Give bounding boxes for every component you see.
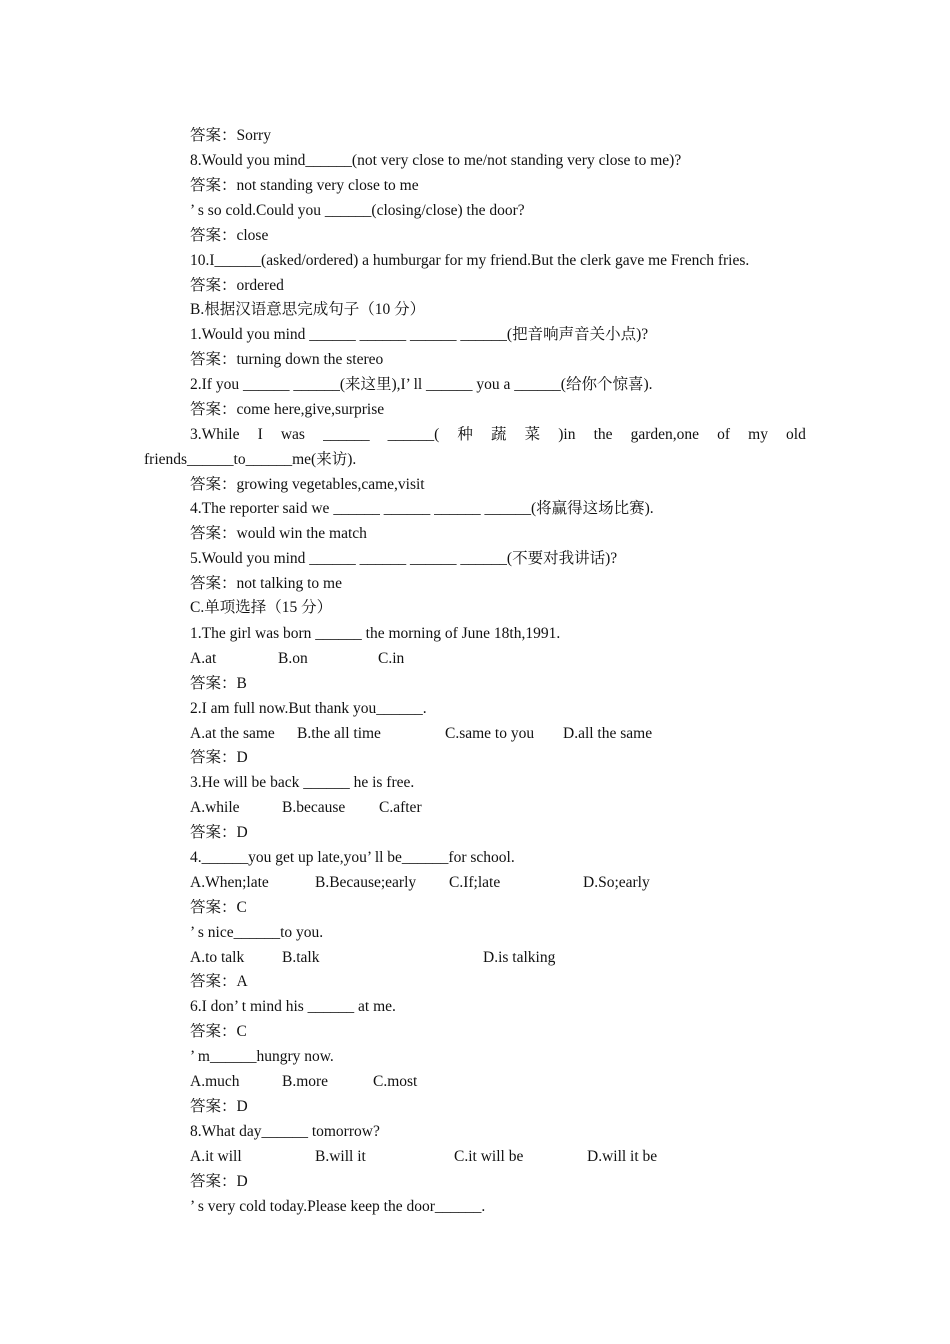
answer-line: 答案：D xyxy=(190,824,248,841)
options-row xyxy=(190,1145,790,1169)
word: was xyxy=(280,426,305,443)
question-line: 4.The reporter said we ______ ______ ______ ______(将赢得这场比赛). xyxy=(190,500,654,517)
question-line: 2.If you ______ ______(来这里),I’ ll ______ you a ______(给你个惊喜). xyxy=(190,376,653,393)
word: ______( xyxy=(387,426,440,443)
options-row xyxy=(190,722,790,746)
option-a: A.at xyxy=(190,650,217,667)
option-d: D.will it be xyxy=(587,1148,658,1165)
option-d: D.is talking xyxy=(483,949,556,966)
option-a: A.to talk xyxy=(190,949,245,966)
question-line: ’ s so cold.Could you ______(closing/close) the door? xyxy=(190,202,525,219)
question-line: ’ s nice______to you. xyxy=(190,924,324,941)
question-line-continuation: friends______to______me(来访). xyxy=(144,451,357,468)
question-line: 2.I am full now.But thank you______. xyxy=(190,700,427,717)
question-line: 5.Would you mind ______ ______ ______ ______(不要对我讲话)? xyxy=(190,550,618,567)
question-line: 8.What day______ tomorrow? xyxy=(190,1123,380,1140)
option-d: D.all the same xyxy=(563,725,653,742)
option-b: B.the all time xyxy=(297,725,381,742)
answer-line: 答案：ordered xyxy=(190,277,284,294)
option-a: A.at the same xyxy=(190,725,275,742)
question-line: 10.I______(asked/ordered) a humburgar for my friend.But the clerk gave me French fries. xyxy=(190,252,750,269)
question-line: 3.He will be back ______ he is free. xyxy=(190,774,415,791)
word: 3.While xyxy=(190,426,240,443)
word: of xyxy=(717,426,731,443)
question-line: 4.______you get up late,you’ ll be______for school. xyxy=(190,849,515,866)
question-line: 1.The girl was born ______ the morning of June 18th,1991. xyxy=(190,625,561,642)
answer-line: 答案：D xyxy=(190,749,248,766)
word: )in xyxy=(558,426,576,443)
answer-line: 答案：C xyxy=(190,899,247,916)
word: garden,one xyxy=(630,426,700,443)
answer-line: 答案：turning down the stereo xyxy=(190,351,384,368)
option-b: B.more xyxy=(282,1073,329,1090)
answer-line: 答案：A xyxy=(190,973,248,990)
options-row xyxy=(190,946,790,970)
options-row xyxy=(190,796,790,820)
answer-line: 答案：B xyxy=(190,675,247,692)
answer-line: 答案：not talking to me xyxy=(190,575,342,592)
word: the xyxy=(593,426,613,443)
answer-line: 答案：C xyxy=(190,1023,247,1040)
word: 种 xyxy=(457,426,473,443)
question-line: 6.I don’ t mind his ______ at me. xyxy=(190,998,396,1015)
option-a: A.much xyxy=(190,1073,240,1090)
section-heading: C.单项选择（15 分） xyxy=(190,599,333,616)
word: 菜 xyxy=(524,426,541,443)
answer-line: 答案：Sorry xyxy=(190,127,271,144)
option-c: C.in xyxy=(378,650,405,667)
answer-line: 答案：come here,give,surprise xyxy=(190,401,385,418)
option-c: C.most xyxy=(373,1073,418,1090)
answer-line: 答案：D xyxy=(190,1173,248,1190)
option-c: C.after xyxy=(379,799,422,816)
word: 蔬 xyxy=(491,426,507,443)
option-a: A.it will xyxy=(190,1148,242,1165)
question-line: 8.Would you mind______(not very close to me/not standing very close to me)? xyxy=(190,152,682,169)
question-line-justified xyxy=(190,423,806,447)
option-b: B.Because;early xyxy=(315,874,417,891)
answer-line: 答案：D xyxy=(190,1098,248,1115)
option-c: C.it will be xyxy=(454,1148,524,1165)
question-line: ’ m______hungry now. xyxy=(190,1048,334,1065)
word: I xyxy=(257,426,263,443)
question-line: 1.Would you mind ______ ______ ______ ______(把音响声音关小点)? xyxy=(190,326,649,343)
answer-line: 答案：close xyxy=(190,227,269,244)
word: my xyxy=(748,426,768,443)
option-d: D.So;early xyxy=(583,874,650,891)
answer-line: 答案：not standing very close to me xyxy=(190,177,419,194)
question-line: ’ s very cold today.Please keep the door______. xyxy=(190,1198,486,1215)
options-row xyxy=(190,871,790,895)
option-a: A.while xyxy=(190,799,240,816)
section-heading: B.根据汉语意思完成句子（10 分） xyxy=(190,301,426,318)
options-row xyxy=(190,647,790,671)
word: old xyxy=(786,426,806,443)
option-b: B.will it xyxy=(315,1148,366,1165)
answer-line: 答案：would win the match xyxy=(190,525,367,542)
option-c: C.same to you xyxy=(445,725,535,742)
option-c: C.If;late xyxy=(449,874,501,891)
option-b: B.on xyxy=(278,650,308,667)
option-a: A.When;late xyxy=(190,874,269,891)
option-b: B.talk xyxy=(282,949,320,966)
option-b: B.because xyxy=(282,799,346,816)
answer-line: 答案：growing vegetables,came,visit xyxy=(190,476,425,493)
options-row xyxy=(190,1070,790,1094)
word: ______ xyxy=(323,426,370,443)
